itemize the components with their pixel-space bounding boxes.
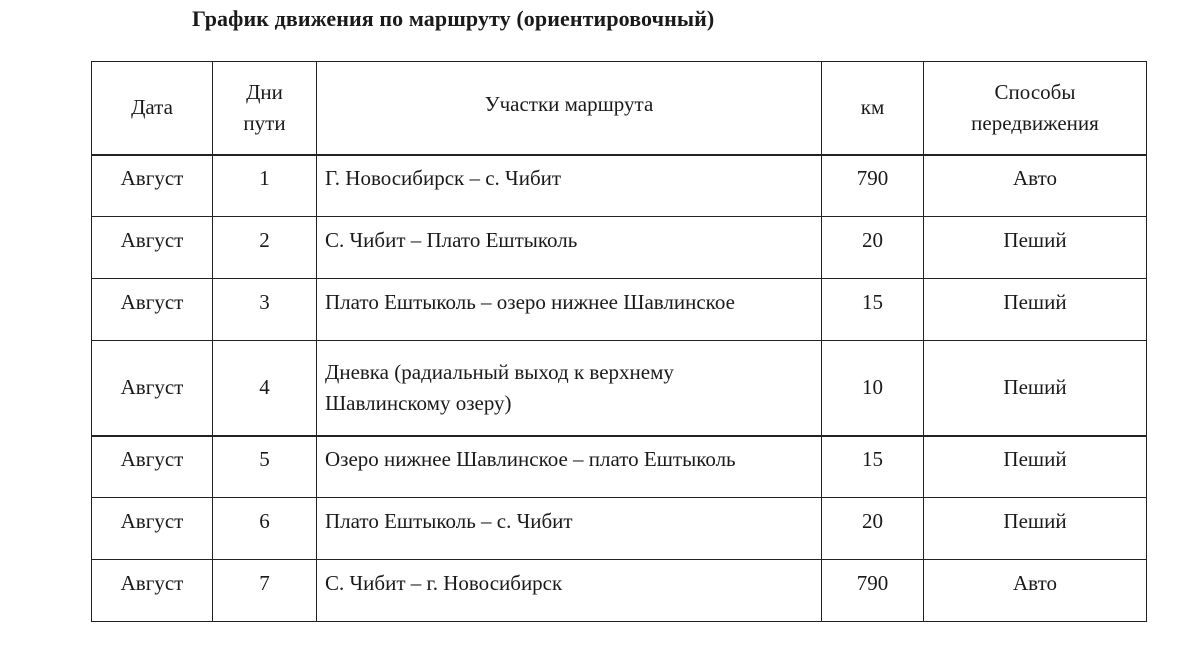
row-day: 2 xyxy=(213,217,317,279)
table-row xyxy=(92,279,1147,341)
header-days xyxy=(213,62,317,155)
row-mode: Авто xyxy=(924,155,1147,217)
header-row xyxy=(92,62,1147,155)
row-mode: Пеший xyxy=(924,217,1147,279)
row-km: 790 xyxy=(822,155,924,217)
row-date: Август xyxy=(92,341,213,436)
row-mode: Пеший xyxy=(924,279,1147,341)
table-row xyxy=(92,341,1147,436)
row-segment: Г. Новосибирск – с. Чибит xyxy=(317,155,822,217)
row-km: 15 xyxy=(822,279,924,341)
row-segment: Плато Ештыколь – с. Чибит xyxy=(317,498,822,560)
row-day: 5 xyxy=(213,436,317,498)
row-mode: Пеший xyxy=(924,341,1147,436)
header-date: Дата xyxy=(92,62,213,155)
row-day: 7 xyxy=(213,560,317,622)
row-day: 6 xyxy=(213,498,317,560)
row-mode: Авто xyxy=(924,560,1147,622)
row-date: Август xyxy=(92,279,213,341)
row-date: Август xyxy=(92,498,213,560)
table-row xyxy=(92,560,1147,622)
row-km: 10 xyxy=(822,341,924,436)
header-days-line1: Дни xyxy=(246,79,283,104)
row-km: 20 xyxy=(822,498,924,560)
document-title: График движения по маршруту (ориентировочный) xyxy=(192,6,715,31)
table-row xyxy=(92,217,1147,279)
row-segment: С. Чибит – г. Новосибирск xyxy=(317,560,822,622)
header-km: км xyxy=(822,62,924,155)
header-mode-line1: Способы xyxy=(994,79,1076,104)
row-day: 3 xyxy=(213,279,317,341)
table-header xyxy=(92,62,1147,155)
header-mode xyxy=(924,62,1147,155)
table-row xyxy=(92,436,1147,498)
row-segment-line2: Шавлинскому озеру) xyxy=(325,390,512,415)
row-date: Август xyxy=(92,217,213,279)
header-segment xyxy=(317,62,822,155)
row-segment-line1: Дневка (радиальный выход к верхнему xyxy=(325,359,674,384)
row-day: 4 xyxy=(213,341,317,436)
row-segment: С. Чибит – Плато Ештыколь xyxy=(317,217,822,279)
table-row xyxy=(92,155,1147,217)
row-km: 20 xyxy=(822,217,924,279)
row-segment xyxy=(317,341,822,436)
row-segment: Плато Ештыколь – озеро нижнее Шавлинское xyxy=(317,279,822,341)
row-mode: Пеший xyxy=(924,436,1147,498)
header-days-line2: пути xyxy=(243,110,286,135)
header-mode-line2: передвижения xyxy=(971,110,1099,135)
row-date: Август xyxy=(92,155,213,217)
table-row xyxy=(92,498,1147,560)
row-day: 1 xyxy=(213,155,317,217)
row-segment: Озеро нижнее Шавлинское – плато Ештыколь xyxy=(317,436,822,498)
row-date: Август xyxy=(92,560,213,622)
row-mode: Пеший xyxy=(924,498,1147,560)
row-date: Август xyxy=(92,436,213,498)
header-segment-text: Участки маршрута xyxy=(484,92,654,117)
row-km: 15 xyxy=(822,436,924,498)
table-body xyxy=(92,155,1147,622)
row-km: 790 xyxy=(822,560,924,622)
route-schedule-table xyxy=(91,61,1147,622)
